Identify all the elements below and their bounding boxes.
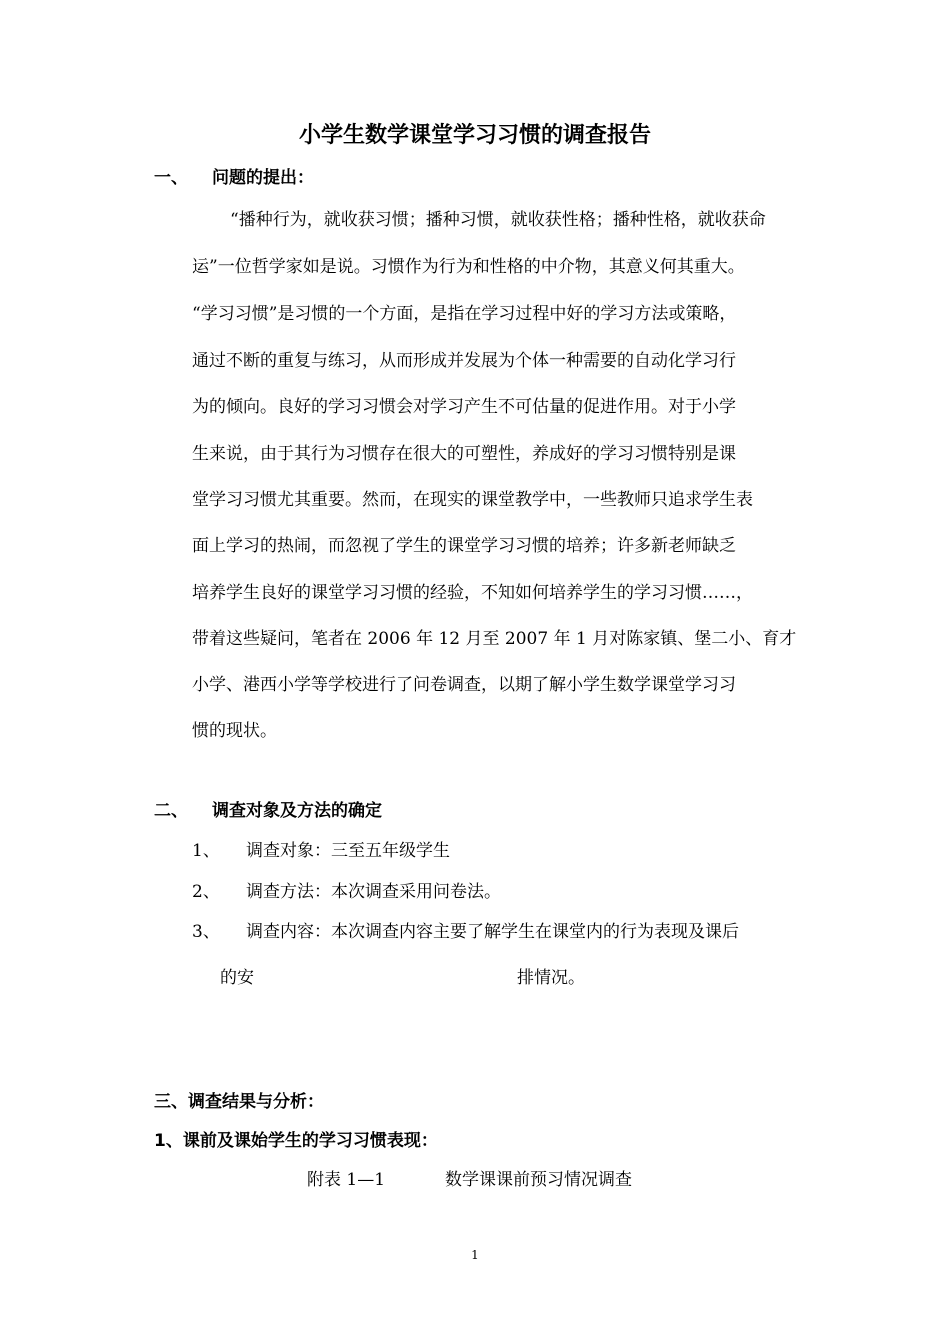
paragraph-line: 堂学习习惯尤其重要。然而，在现实的课堂教学中，一些教师只追求学生表 (192, 490, 753, 510)
list-item-text: 调查对象：三至五年级学生 (246, 841, 450, 861)
paragraph-line: 运”一位哲学家如是说。习惯作为行为和性格的中介物，其意义何其重大。 (192, 257, 745, 277)
page-title: 小学生数学课堂学习习惯的调查报告 (298, 123, 651, 148)
paragraph-line: 面上学习的热闹，而忽视了学生的课堂学习习惯的培养；许多新老师缺乏 (192, 536, 736, 556)
table-title: 数学课课前预习情况调查 (445, 1170, 632, 1190)
list-item-text: 调查方法：本次调查采用问卷法。 (246, 882, 501, 902)
list-item-number: 1、 (192, 841, 220, 861)
paragraph-line: “学习习惯”是习惯的一个方面，是指在学习过程中好的学习方法或策略， (192, 304, 737, 324)
section-3-heading: 三、调查结果与分析： (154, 1092, 324, 1112)
list-item-text: 调查内容：本次调查内容主要了解学生在课堂内的行为表现及课后 (246, 922, 739, 942)
paragraph-line: “播种行为，就收获习惯；播种习惯，就收获性格；播种性格，就收获命 (230, 210, 766, 230)
paragraph-line: 带着这些疑问，笔者在 2006 年 12 月至 2007 年 1 月对陈家镇、堡二小、育才 (192, 629, 797, 649)
paragraph-line: 生来说，由于其行为习惯存在很大的可塑性，养成好的学习习惯特别是课 (192, 444, 736, 464)
paragraph-line: 惯的现状。 (192, 721, 277, 741)
list-item-number: 3、 (192, 922, 220, 942)
section-1-number: 一、 (154, 168, 188, 188)
list-item-continuation: 的安 (220, 968, 254, 988)
section-2-heading: 调查对象及方法的确定 (212, 801, 382, 821)
section-2-number: 二、 (154, 801, 188, 821)
table-label: 附表 1—1 (307, 1170, 386, 1190)
section-1-heading: 问题的提出： (212, 168, 314, 188)
section-3-subheading: 1、课前及课始学生的学习习惯表现： (154, 1131, 438, 1151)
list-item-continuation: 排情况。 (517, 968, 585, 988)
paragraph-line: 培养学生良好的课堂学习习惯的经验，不知如何培养学生的学习习惯……， (192, 583, 753, 603)
list-item-number: 2、 (192, 882, 220, 902)
paragraph-line: 为的倾向。良好的学习习惯会对学习产生不可估量的促进作用。对于小学 (192, 397, 736, 417)
paragraph-line: 小学、港西小学等学校进行了问卷调查，以期了解小学生数学课堂学习习 (192, 675, 736, 695)
paragraph-line: 通过不断的重复与练习，从而形成并发展为个体一种需要的自动化学习行 (192, 351, 736, 371)
page-number: 1 (471, 1248, 479, 1262)
